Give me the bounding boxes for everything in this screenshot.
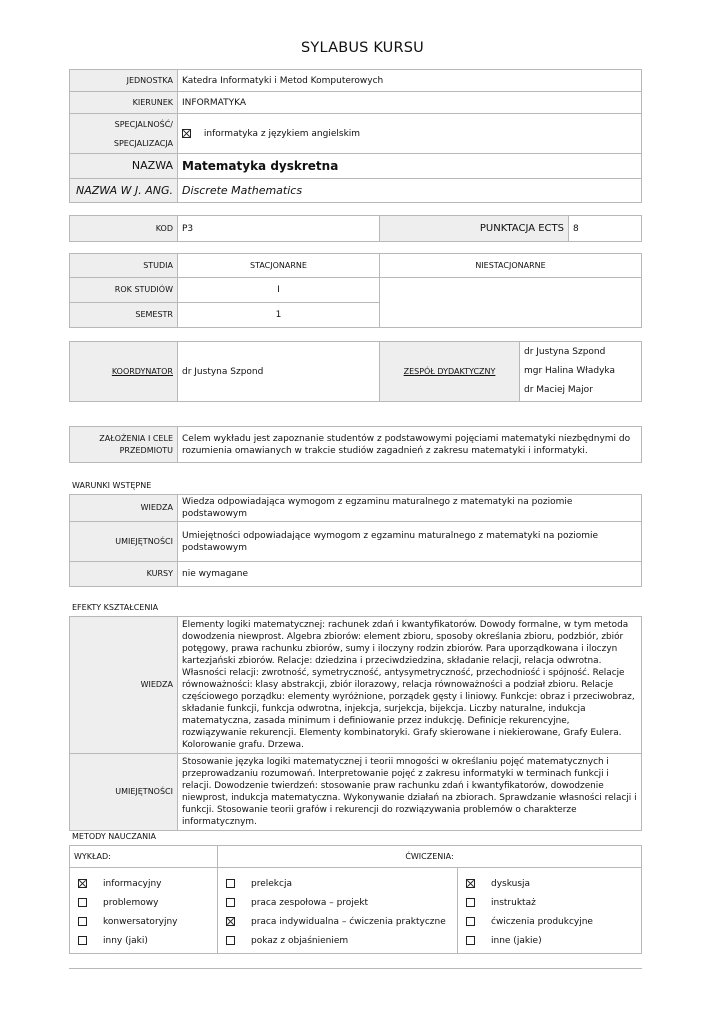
zespol-label: ZESPÓŁ DYDAKTYCZNY [380, 342, 520, 402]
warunki-kursy-text: nie wymagane [178, 562, 642, 587]
method-label: praca zespołowa – projekt [251, 897, 369, 908]
cwiczenia-header: ĆWICZENIA: [218, 846, 642, 868]
ects-value: 8 [569, 216, 642, 242]
wyklad-list [70, 868, 218, 954]
zalozenia-label-line1: ZAŁOŻENIA I CELE [99, 433, 173, 443]
studia-table [69, 253, 642, 328]
efekty-wiedza-label: WIEDZA [70, 617, 178, 754]
warunki-kursy-label: KURSY [70, 562, 178, 587]
semestr-label: SEMESTR [70, 303, 178, 328]
method-option[interactable] [74, 874, 213, 893]
checkbox[interactable] [226, 879, 235, 888]
warunki-wiedza-text: Wiedza odpowiadająca wymogom z egzaminu maturalnego z matematyki na poziomie podstawowym [178, 495, 642, 522]
zalozenia-table [69, 426, 642, 463]
jednostka-value: Katedra Informatyki i Metod Komputerowych [178, 70, 642, 92]
specjalnosc-label-line1: SPECJALNOŚĆ/ [114, 119, 173, 129]
method-option[interactable] [74, 893, 213, 912]
kierunek-label: KIERUNEK [70, 92, 178, 114]
jednostka-label: JEDNOSTKA [70, 70, 178, 92]
zespol-member: dr Maciej Major [524, 385, 593, 395]
checkbox[interactable] [466, 917, 475, 926]
efekty-section-title: EFEKTY KSZTAŁCENIA [72, 603, 159, 612]
warunki-umiejetnosci-text: Umiejętności odpowiadające wymogom z egzaminu maturalnego z matematyki na poziomie podstawowym [178, 522, 642, 562]
method-option[interactable] [74, 912, 213, 931]
specjalnosc-value: informatyka z językiem angielskim [203, 128, 361, 139]
checkbox[interactable] [78, 936, 87, 945]
method-label: instruktaż [491, 897, 536, 908]
method-option[interactable] [222, 931, 453, 950]
efekty-wiedza-text: Elementy logiki matematycznej: rachunek zdań i kwantyfikatorów. Dowody formalne, w tym metoda dowodzenia niewprost. Algebra zbiorów: element zbioru, sposoby określania zbioru, podzbiór, zbiór potęgowy, prawa rachunku zbiorów, sumy i iloczyny rodzin zbiorów. Para uporządkowana i iloczyn kartezjański zbiorów. Relacje: dziedzina i przeciwdziedzina, składanie relacji, relacja odwrotna. Własności relacji: zwrotność, symetryczność, antysymetryczność, przechodniość i spójność. Relacje równoważności: klasy abstrakcji, zbiór ilorazowy, relacja równoważności a podział zbioru. Relacje częściowego porządku: elementy wyróżnione, porządek gęsty i liniowy. Funkcje: obraz i przeciwobraz, składanie funkcji, funkcja odwrotna, injekcja, surjekcja, bijekcja. Liczby naturalne, indukcja matematyczna, zasada minimum i definiowanie przez indukcję. Definicje rekurencyjne, rozwiązywanie rekurencji. Elementy kombinatoryki. Grafy skierowane i niekierowane, Grafy Eulera. Kolorowanie grafu. Drzewa. [178, 617, 642, 754]
specjalnosc-checkbox[interactable] [182, 129, 191, 138]
studia-label: STUDIA [70, 254, 178, 278]
method-option[interactable] [462, 874, 637, 893]
kod-label: KOD [70, 216, 178, 242]
checkbox[interactable] [466, 936, 475, 945]
efekty-table [69, 616, 642, 831]
nazwa-ang-label: NAZWA W J. ANG. [70, 179, 178, 203]
specjalnosc-cell [178, 114, 642, 154]
niestacjonarne-empty [380, 278, 642, 328]
rok-value: I [178, 278, 380, 303]
checkbox[interactable] [78, 917, 87, 926]
zespol-member: mgr Halina Władyka [524, 366, 615, 376]
method-label: prelekcja [251, 878, 292, 889]
checkbox[interactable] [78, 898, 87, 907]
checkbox[interactable] [78, 879, 87, 888]
metody-table [69, 845, 642, 954]
wyklad-header: WYKŁAD: [70, 846, 218, 868]
koordynator-table [69, 341, 642, 402]
kod-value: P3 [178, 216, 380, 242]
zespol-list [520, 342, 642, 402]
method-label: dyskusja [491, 878, 531, 889]
method-option[interactable] [222, 912, 453, 931]
method-label: ćwiczenia produkcyjne [491, 916, 593, 927]
checkbox[interactable] [466, 898, 475, 907]
specjalnosc-label-line2: SPECJALIZACJA [113, 138, 173, 148]
efekty-umiejetnosci-label: UMIEJĘTNOŚCI [70, 754, 178, 831]
checkbox[interactable] [466, 879, 475, 888]
warunki-umiejetnosci-label: UMIEJĘTNOŚCI [70, 522, 178, 562]
method-label: problemowy [103, 897, 159, 908]
method-label: inny (jaki) [103, 935, 148, 946]
method-label: konwersatoryjny [103, 916, 178, 927]
warunki-table [69, 494, 642, 587]
method-label: inne (jakie) [491, 935, 542, 946]
info-table [69, 69, 642, 203]
kierunek-value: INFORMATYKA [178, 92, 642, 114]
semestr-value: 1 [178, 303, 380, 328]
checkbox[interactable] [226, 936, 235, 945]
warunki-section-title: WARUNKI WSTĘPNE [72, 481, 152, 490]
zalozenia-label-line2: PRZEDMIOTU [119, 445, 173, 455]
cwiczenia-list-2 [458, 868, 642, 954]
efekty-umiejetnosci-text: Stosowanie języka logiki matematycznej i teorii mnogości w określaniu pojęć matematycznych i przeprowadzaniu rozumowań. Interpretowanie pojęć z zakresu informatyki w terminach funkcji i relacji. Dowodzenie twierdzeń: stosowanie praw rachunku zdań i kwantyfikatorów, dowodzenie niewprost, indukcja matematyczna. Wykonywanie działań na zbiorach. Sprawdzanie własności relacji i funkcji. Stosowanie teorii grafów i rekurencji do rozwiązywania problemów o charakterze informatycznym. [178, 754, 642, 831]
method-option[interactable] [222, 874, 453, 893]
ects-label: PUNKTACJA ECTS [380, 216, 569, 242]
nazwa-label: NAZWA [70, 154, 178, 179]
cwiczenia-list-1 [218, 868, 458, 954]
method-option[interactable] [462, 893, 637, 912]
method-label: pokaz z objaśnieniem [251, 935, 349, 946]
zalozenia-label [70, 427, 178, 463]
koordynator-value: dr Justyna Szpond [178, 342, 380, 402]
page-title: SYLABUS KURSU [301, 40, 424, 56]
zespol-member: dr Justyna Szpond [524, 347, 606, 357]
warunki-wiedza-label: WIEDZA [70, 495, 178, 522]
checkbox[interactable] [226, 917, 235, 926]
rok-label: ROK STUDIÓW [70, 278, 178, 303]
koordynator-label: KOORDYNATOR [70, 342, 178, 402]
zalozenia-text: Celem wykładu jest zapoznanie studentów z podstawowymi pojęciami matematyki niezbędnymi do rozumienia omawianych w trakcie studiów zagadnień z zakresu matematyki i informatyki. [178, 427, 642, 463]
specjalnosc-label [70, 114, 178, 154]
method-option[interactable] [462, 912, 637, 931]
method-label: praca indywidualna – ćwiczenia praktyczne [251, 916, 446, 927]
metody-section-title: METODY NAUCZANIA [72, 832, 156, 841]
stacjonarne-label: STACJONARNE [178, 254, 380, 278]
method-option[interactable] [462, 931, 637, 950]
method-option[interactable] [74, 931, 213, 950]
niestacjonarne-label: NIESTACJONARNE [380, 254, 642, 278]
method-label: informacyjny [103, 878, 162, 889]
nazwa-ang-value: Discrete Mathematics [178, 179, 642, 203]
kod-table [69, 215, 642, 242]
footer-divider [69, 968, 642, 969]
nazwa-value: Matematyka dyskretna [178, 154, 642, 179]
checkbox[interactable] [226, 898, 235, 907]
method-option[interactable] [222, 893, 453, 912]
